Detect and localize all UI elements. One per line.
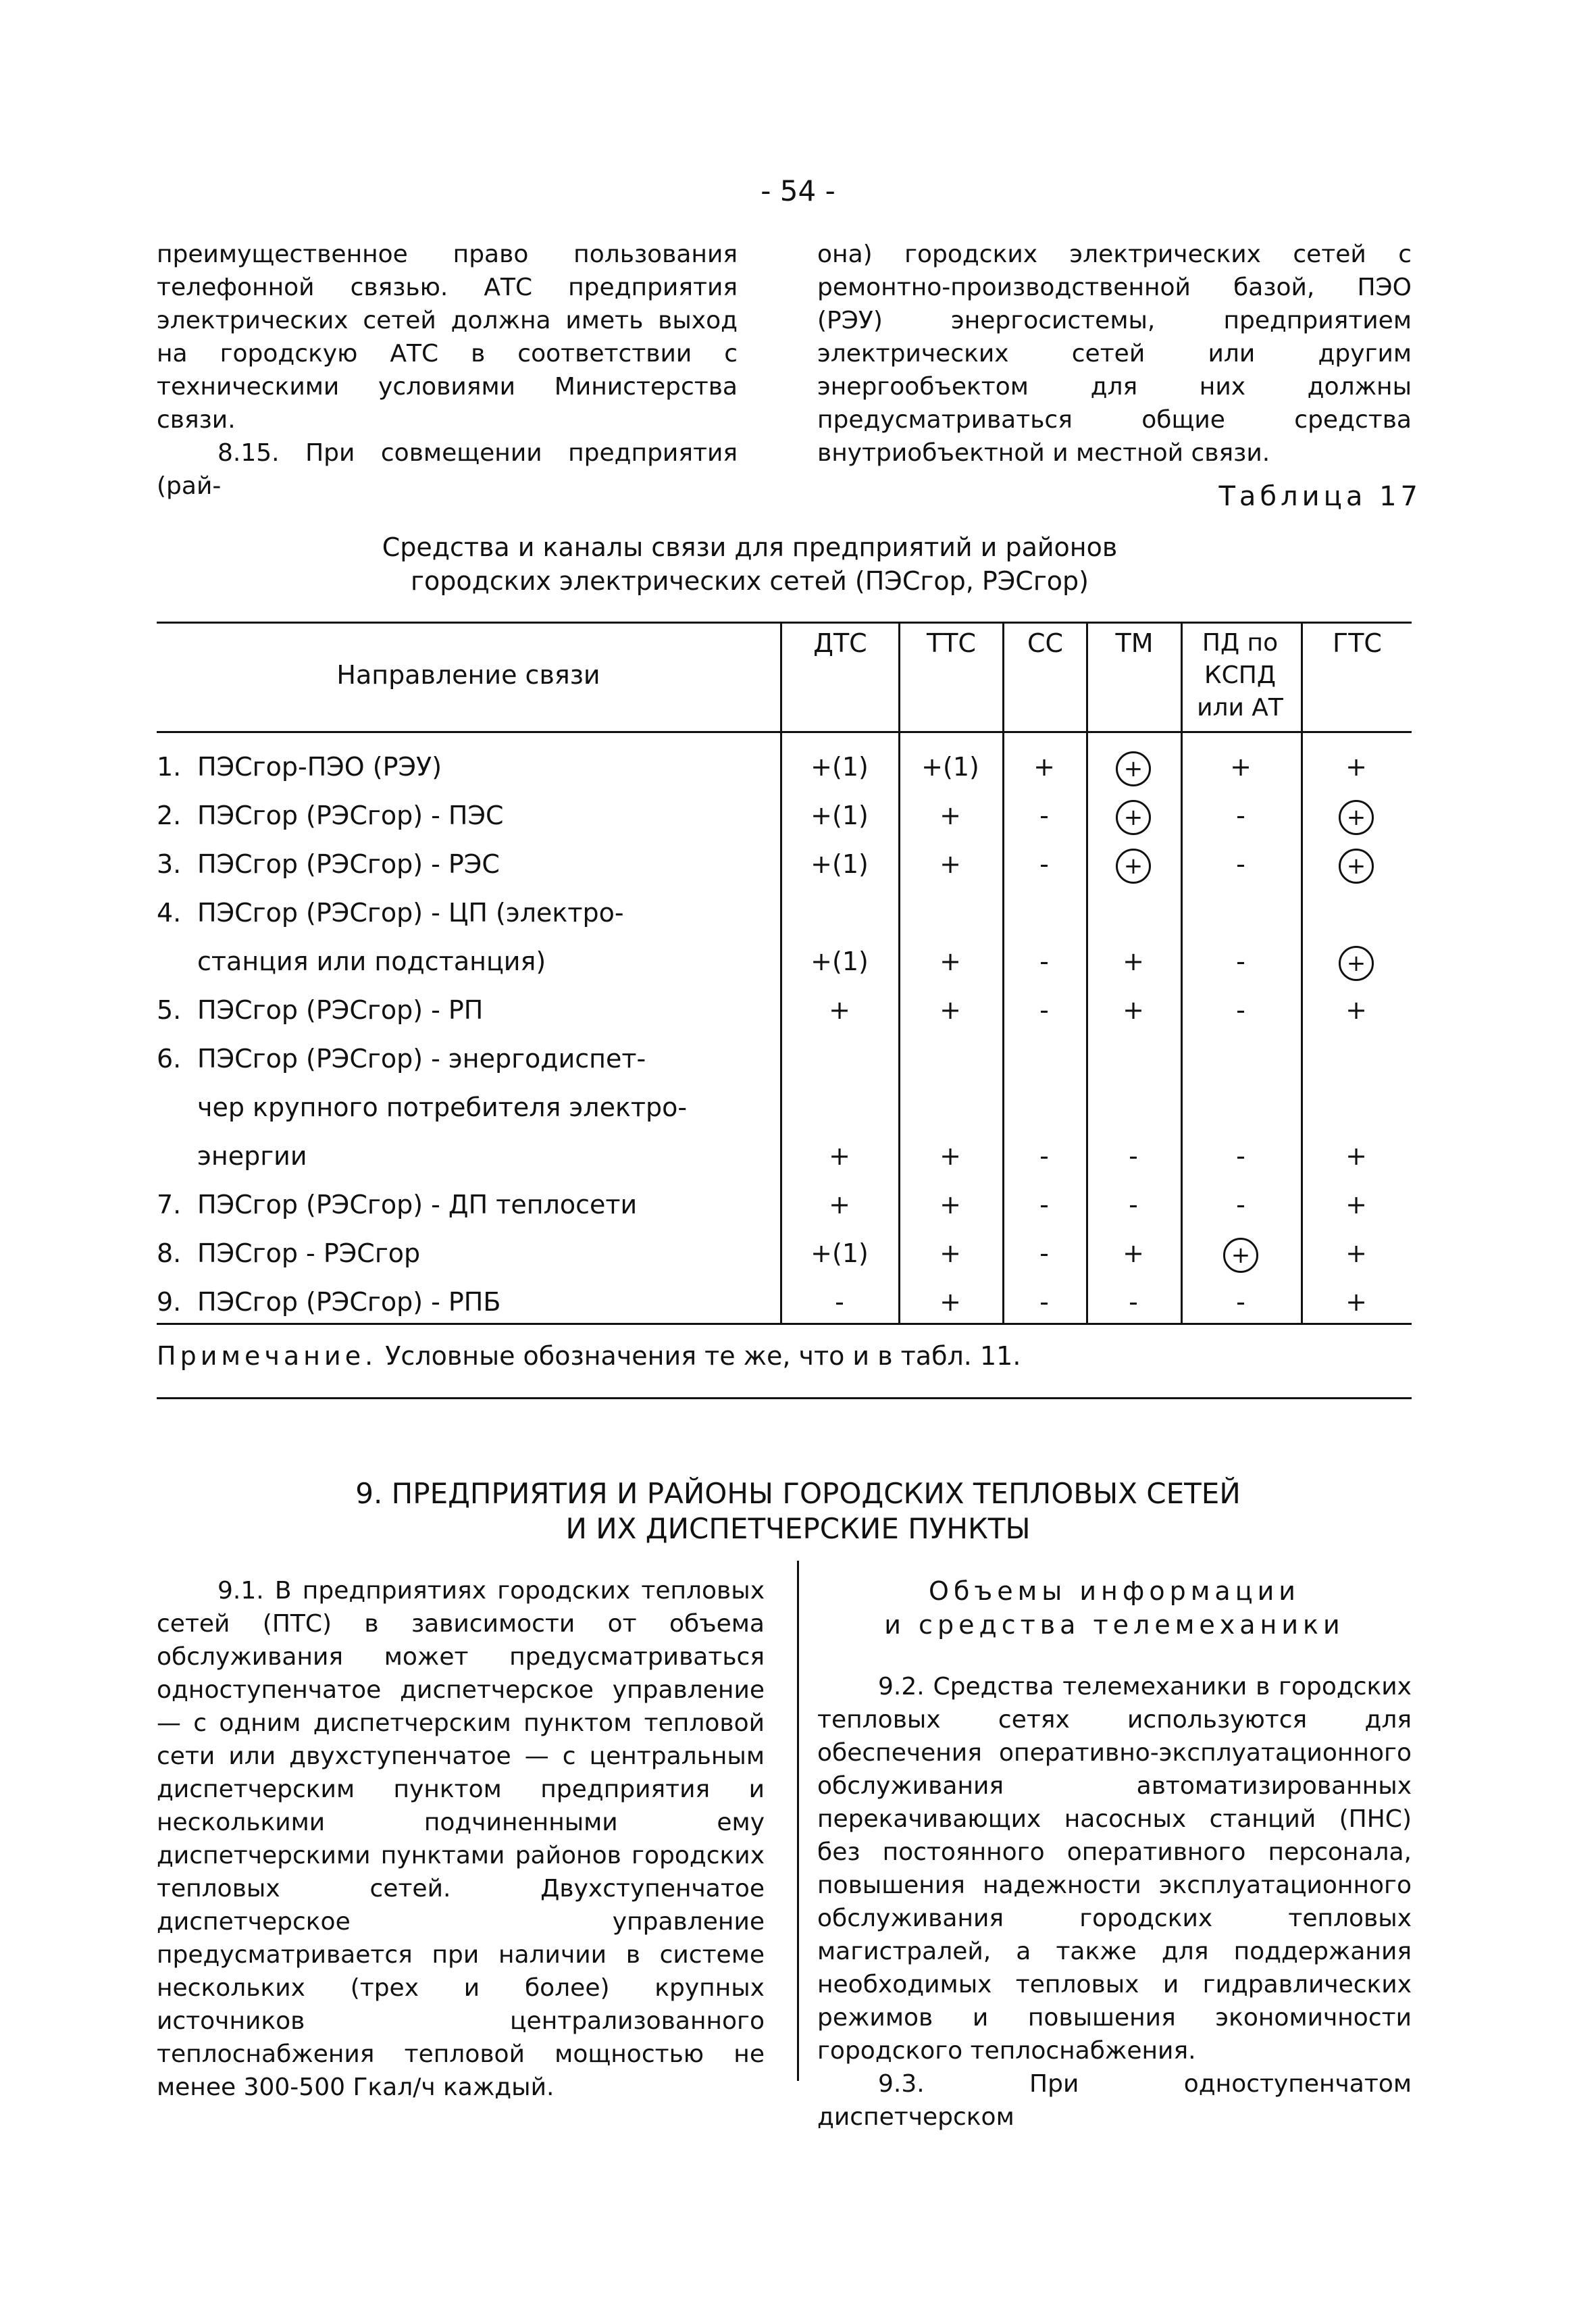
table-cell: - [1039,1287,1049,1317]
row-text: ПЭСгор - РЭСгор [197,1238,421,1268]
table-cell: + [1033,752,1055,782]
header-tm: ТМ [1115,628,1154,658]
note-text: Условные обозначения те же, что и в табл. 11. [377,1341,1021,1371]
row-label-line [157,945,765,993]
table-cell: + [1345,1287,1367,1317]
row-number: 6. [157,1044,182,1074]
section-title [0,1476,1596,1546]
table-cell: - [1039,801,1049,830]
table-cell: + [1123,1238,1144,1268]
circled-plus-icon: + [1339,800,1374,835]
note-label: Примечание. [157,1341,378,1371]
table-cell: + [939,1238,961,1268]
row-label [157,1236,765,1285]
circled-plus-icon: + [1116,800,1151,835]
table-cell: - [835,1287,844,1317]
row-number: 8. [157,1238,182,1268]
table-cell: + [829,995,850,1025]
paragraph: преимущественное право пользования телефонной связью. АТС предприятия электрических сетей должна иметь выход на городскую АТС в соответствии с техническими условиями Министерства связи. [157,241,738,434]
table-cell: + [939,995,961,1025]
row-label [157,1285,765,1334]
table-cell: + [829,1141,850,1171]
row-label [157,993,765,1042]
table-cell: - [1129,1141,1138,1171]
table-cell: - [1236,1141,1245,1171]
top-right-column [817,238,1412,470]
bottom-right-column [817,1574,1412,2134]
table-label: Таблица 17 [1218,481,1422,512]
table-cell: +(1) [810,947,869,976]
paragraph: 9.3. При одноступенчатом диспетчерском [817,2070,1412,2131]
table-cell: + [939,947,961,976]
table-cell: - [1236,995,1245,1025]
table-cell: +(1) [921,752,979,782]
row-text: ПЭСгор (РЭСгор) - ПЭС [197,801,504,830]
row-label-line [157,1285,765,1334]
table-cell: + [1345,1190,1367,1219]
table-cell: +(1) [810,801,869,830]
row-label [157,1188,765,1236]
table-cell: - [1129,1190,1138,1219]
paragraph: 9.2. Средства телемеханики в городских тепловых сетях используются для обеспечения оперативно-эксплуатационного обслуживания автоматизированных перекачивающих насосных станций (ПНС) без постоянного оперативного персонала, повышения надежности эксплуатационного обслуживания городских тепловых магистралей, а также для поддержания необходимых тепловых и гидравлических режимов и повышения экономичности городского теплоснабжения. [817,1673,1412,2065]
table-cell: - [1039,1190,1049,1219]
circled-plus-icon: + [1116,751,1151,786]
table-cell: - [1039,1238,1049,1268]
table-header-border [157,731,1412,733]
table-cell: - [1129,1287,1138,1317]
row-label-line [157,993,765,1042]
row-text: ПЭСгор (РЭСгор) - энергодиспет- [197,1044,646,1074]
row-number: 2. [157,801,182,830]
row-label [157,847,765,896]
paragraph: 8.15. При совмещении предприятия (рай- [157,439,738,500]
table-cell: - [1236,801,1245,830]
table-cell [1193,1236,1288,1270]
column-separator [797,1561,799,2081]
table-cell [1309,799,1404,832]
note-divider [157,1397,1412,1399]
row-label-line [157,799,765,847]
row-label [157,1042,765,1188]
circled-plus-icon: + [1223,1238,1258,1273]
row-label-line [157,847,765,896]
table-cell: + [1345,995,1367,1025]
row-number: 4. [157,898,182,928]
header-dts: ДТС [813,628,867,658]
table-cell: + [1345,1238,1367,1268]
table-cell: - [1236,1190,1245,1219]
row-text: ПЭСгор (РЭСгор) - ДП теплосети [197,1190,638,1219]
row-label [157,799,765,847]
row-label-line [157,1042,765,1090]
table-cell: - [1039,1141,1049,1171]
table-cell: - [1039,947,1049,976]
row-label [157,750,765,799]
row-label-line [157,1236,765,1285]
row-text: ПЭСгор (РЭСгор) - РЭС [197,849,500,879]
row-label-line [157,896,765,945]
table-column-divider [898,622,900,1324]
table-cell: + [1230,752,1252,782]
row-number: 7. [157,1190,182,1219]
header-pd: ПД по КСПД или АТ [1197,629,1283,722]
circled-plus-icon: + [1116,849,1151,884]
table-cell: + [1123,947,1144,976]
table-cell [1086,799,1181,832]
subheading [817,1574,1412,1642]
paragraph: 9.1. В предприятиях городских тепловых сетей (ПТС) в зависимости от объема обслуживания может предусматриваться одноступенчатое диспетчерское управление — с одним диспетчерским пунктом тепловой сети или двухступенчатое — с центральным диспетчерским пунктом предприятия и несколькими подчиненными ему диспетчерскими пунктами районов городских тепловых сетей. Двухступенчатое диспетчерское управление предусматривается при наличии в системе нескольких (трех и более) крупных источников централизованного теплоснабжения тепловой мощностью не менее 300-500 Гкал/ч каждый. [157,1577,765,2101]
table-cell: +(1) [810,849,869,879]
table-cell: + [1345,752,1367,782]
circled-plus-icon: + [1339,946,1374,981]
row-label-line [157,1090,765,1139]
table-top-border [157,622,1412,624]
table-cell [1309,847,1404,881]
table-note [157,1341,1021,1371]
row-text: энергии [197,1141,307,1171]
table-cell [1086,847,1181,881]
table-cell: + [1345,1141,1367,1171]
table-cell: + [1123,995,1144,1025]
table-cell: + [939,1287,961,1317]
table-cell: + [829,1190,850,1219]
bottom-left-column [157,1574,765,2104]
table-cell [1086,750,1181,784]
row-number: 5. [157,995,182,1025]
row-label [157,896,765,993]
row-text: станция или подстанция) [197,947,546,976]
table-cell: - [1236,1287,1245,1317]
circled-plus-icon: + [1339,849,1374,884]
table-cell: - [1039,995,1049,1025]
table-cell: +(1) [810,752,869,782]
table-cell: + [939,849,961,879]
subheading-line: Объемы информации [929,1576,1300,1606]
header-tts: ТТС [927,628,976,658]
paragraph: она) городских электрических сетей с ремонтно-производственной базой, ПЭО (РЭУ) энергосистемы, предприятием электрических сетей или другим энергообъектом для них должны предусматриваться общие средства внутриобъектной и местной связи. [817,241,1412,467]
row-text: ПЭСгор (РЭСгор) - ЦП (электро- [197,898,624,928]
table-caption: Средства и каналы связи для предприятий и районов городских электрических сетей (ПЭСгор, РЭСгор) [382,532,1118,596]
row-text: ПЭСгор-ПЭО (РЭУ) [197,752,442,782]
row-text: чер крупного потребителя электро- [197,1092,688,1122]
row-text: ПЭСгор (РЭСгор) - РП [197,995,484,1025]
table-cell [1309,945,1404,978]
header-ss: СС [1027,628,1064,658]
row-number: 1. [157,752,182,782]
header-gts: ГТС [1333,628,1382,658]
top-left-column [157,238,738,503]
header-direction: Направление связи [336,660,600,690]
table-cell: - [1039,849,1049,879]
subheading-line: и средства телемеханики [884,1610,1345,1640]
section-title-line: 9. ПРЕДПРИЯТИЯ И РАЙОНЫ ГОРОДСКИХ ТЕПЛОВЫХ СЕТЕЙ [355,1477,1241,1510]
table-cell: + [939,1190,961,1219]
row-label-line [157,1188,765,1236]
row-label-line [157,1139,765,1188]
table-cell: - [1236,849,1245,879]
table-cell: - [1236,947,1245,976]
row-number: 3. [157,849,182,879]
row-number: 9. [157,1287,182,1317]
row-label-line [157,750,765,799]
table-cell: +(1) [810,1238,869,1268]
table-column-divider [1301,622,1303,1324]
page-number: - 54 - [761,174,835,207]
section-title-line: И ИХ ДИСПЕТЧЕРСКИЕ ПУНКТЫ [565,1512,1031,1545]
table-cell: + [939,801,961,830]
table-column-divider [780,622,782,1324]
table-column-divider [1181,622,1183,1324]
table-cell: + [939,1141,961,1171]
row-text: ПЭСгор (РЭСгор) - РПБ [197,1287,501,1317]
